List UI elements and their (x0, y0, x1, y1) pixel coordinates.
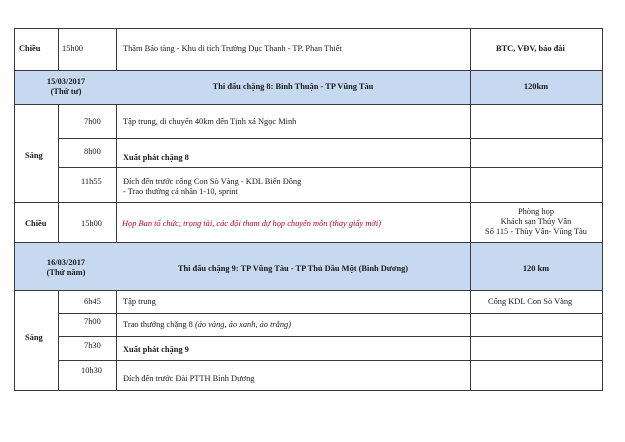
location-cell: BTC, VĐV, báo đài (496, 44, 565, 53)
location-cell: Cổng KDL Con Sò Vàng (488, 297, 573, 306)
activity-cell: Thăm Bảo tàng - Khu di tích Trường Dục Thanh - TP. Phan Thiết (123, 44, 342, 53)
session-label: Chiều (19, 44, 41, 53)
stage8-date: 15/03/2017 (Thứ tư) (46, 77, 86, 96)
session-label: Sáng (25, 333, 43, 342)
activity-cell: Đích đến trước Đài PTTH Bình Dương (123, 374, 255, 383)
activity-cell: Tập trung, di chuyển 40km đến Tịnh xá Ngọc Minh (123, 117, 297, 126)
stage8-distance: 120km (523, 82, 549, 91)
stage9-title: Thi đấu chặng 9: TP Vũng Tàu - TP Thủ Dầu Một (Bình Dương) (177, 264, 409, 273)
activity-cell: Tập trung (123, 297, 156, 306)
activity-cell: Xuất phát chặng 8 (123, 153, 189, 162)
stage8-title: Thi đấu chặng 8: Bình Thuận - TP Vũng Tàu (212, 82, 374, 91)
activity-cell: Đích đến trước cổng Con Sò Vàng - KDL Biển Đông - Trao thưởng cá nhân 1-10, sprint (123, 177, 302, 196)
session-label: Sáng (25, 151, 43, 160)
time-cell: 7h30 (84, 341, 101, 350)
stage9-distance: 120 km (522, 264, 550, 273)
activity-cell: Trao thưởng chặng 8 (áo vàng, áo xanh, áo trắng) (123, 320, 292, 329)
time-cell: 11h55 (81, 177, 102, 186)
time-cell: 7h00 (84, 317, 101, 326)
time-cell: 6h45 (84, 297, 101, 306)
time-cell: 10h30 (81, 366, 102, 375)
meeting-note: Họp Ban tổ chức, trọng tài, các đội tham dự họp chuyên môn (thay giấy mời) (122, 219, 381, 228)
activity-cell: Xuất phát chặng 9 (123, 345, 189, 354)
location-cell: Phòng họp Khách sạn Thủy Vân Số 115 - Thùy Vân- Vũng Tàu (485, 207, 587, 236)
time-cell: 15h00 (62, 44, 83, 53)
time-cell: 15h00 (81, 219, 102, 228)
session-label: Chiều (25, 219, 47, 228)
time-cell: 8h00 (84, 147, 101, 156)
time-cell: 7h00 (84, 117, 101, 126)
stage9-date: 16/03/2017 (Thứ năm) (46, 258, 86, 277)
